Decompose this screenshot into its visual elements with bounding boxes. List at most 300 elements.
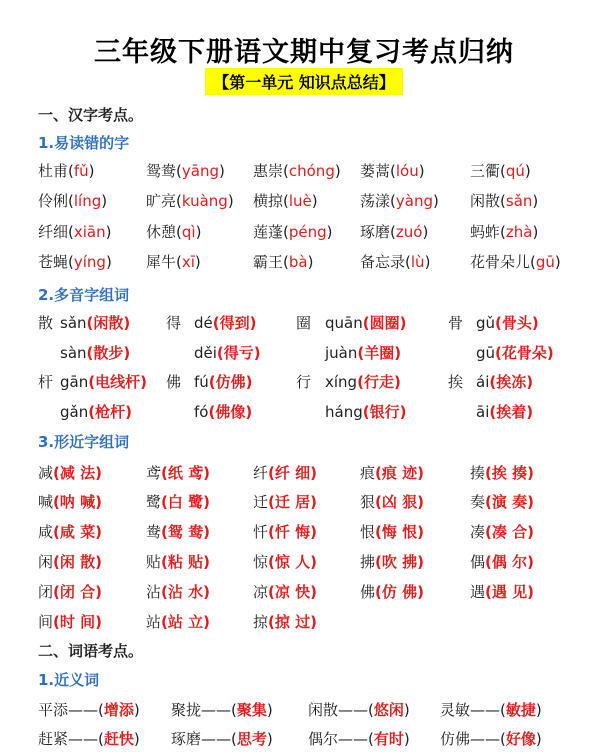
paren-close: ) bbox=[310, 583, 317, 601]
character: 站 bbox=[146, 613, 162, 631]
similar-item bbox=[253, 462, 317, 483]
paren-open: ( bbox=[161, 583, 168, 601]
similar-item bbox=[470, 551, 534, 572]
easy-item bbox=[38, 190, 107, 211]
polyphonic-item bbox=[194, 342, 261, 363]
word: 鸳 鸯 bbox=[167, 523, 204, 541]
word: 散步 bbox=[93, 344, 124, 362]
paren-open: ( bbox=[283, 253, 289, 271]
pinyin: quān bbox=[325, 314, 363, 332]
paren-close: ) bbox=[253, 344, 261, 362]
paren-close: ) bbox=[532, 223, 539, 241]
paren-open: ( bbox=[268, 583, 275, 601]
paren-open: ( bbox=[86, 314, 94, 332]
synonym: 好像 bbox=[505, 730, 536, 748]
word: 羊圈 bbox=[364, 344, 395, 362]
paren-open: ( bbox=[268, 553, 275, 571]
paren-open: ( bbox=[357, 344, 365, 362]
polyphonic-char: 骨 bbox=[448, 314, 464, 332]
polyphonic-item bbox=[60, 401, 132, 422]
character: 鹭 bbox=[146, 493, 162, 511]
word: 仿佛 bbox=[440, 730, 471, 748]
word: 横掠 bbox=[253, 192, 284, 210]
word: 减 法 bbox=[59, 464, 96, 482]
word: 粘 贴 bbox=[167, 553, 204, 571]
paren-close: ) bbox=[424, 253, 431, 271]
word: 得到 bbox=[219, 314, 250, 332]
synonym-pair bbox=[308, 699, 410, 720]
paren-open: ( bbox=[231, 730, 237, 748]
paren-open: ( bbox=[68, 223, 74, 241]
character: 拂 bbox=[360, 553, 376, 571]
character: 纤 bbox=[253, 464, 269, 482]
character: 佛 bbox=[360, 583, 376, 601]
paren-close: ) bbox=[393, 373, 401, 391]
word: 纤 细 bbox=[274, 464, 311, 482]
paren-close: ) bbox=[310, 553, 317, 571]
paren-open: ( bbox=[161, 493, 168, 511]
paren-close: ) bbox=[417, 523, 424, 541]
pinyin: gū bbox=[476, 344, 496, 362]
paren-open: ( bbox=[368, 701, 374, 719]
word: 闲散 bbox=[308, 701, 339, 719]
paren-close: ) bbox=[310, 613, 317, 631]
subheading-similar-characters: 3.形近字组词 bbox=[38, 433, 130, 451]
word: 悔 恨 bbox=[381, 523, 418, 541]
dash: —— bbox=[201, 730, 232, 748]
paren-open: ( bbox=[161, 464, 168, 482]
paren-close: ) bbox=[123, 344, 131, 362]
paren-close: ) bbox=[227, 192, 234, 210]
subheading-easy-misread: 1.易读错的字 bbox=[38, 134, 130, 152]
similar-item bbox=[360, 521, 424, 542]
word: 闲散 bbox=[93, 314, 124, 332]
word: 仿佛 bbox=[215, 373, 246, 391]
paren-close: ) bbox=[527, 523, 534, 541]
paren-open: ( bbox=[362, 314, 370, 332]
paren-close: ) bbox=[554, 253, 561, 271]
pinyin: sǎn bbox=[60, 314, 87, 332]
word: 备忘录 bbox=[360, 253, 406, 271]
polyphonic-item bbox=[476, 342, 554, 363]
pinyin: sàn bbox=[60, 344, 87, 362]
synonym: 敏捷 bbox=[505, 701, 536, 719]
paren-close: ) bbox=[125, 403, 132, 421]
pinyin: děi bbox=[194, 344, 217, 362]
word: 琢磨 bbox=[171, 730, 202, 748]
character: 奏 bbox=[470, 493, 486, 511]
word: 圆圈 bbox=[369, 314, 400, 332]
paren-open: ( bbox=[405, 253, 411, 271]
polyphonic-item bbox=[60, 312, 130, 333]
synonym: 悠闲 bbox=[373, 701, 404, 719]
similar-item bbox=[470, 462, 534, 483]
paren-close: ) bbox=[194, 253, 201, 271]
pinyin: kuàng bbox=[181, 192, 228, 210]
paren-close: ) bbox=[532, 192, 539, 210]
paren-close: ) bbox=[95, 464, 102, 482]
word: 灵敏 bbox=[440, 701, 471, 719]
paren-open: ( bbox=[530, 253, 536, 271]
paren-open: ( bbox=[375, 553, 382, 571]
similar-item bbox=[253, 581, 317, 602]
polyphonic-char: 杆 bbox=[38, 373, 54, 391]
paren-open: ( bbox=[268, 464, 275, 482]
synonym: 增添 bbox=[103, 701, 134, 719]
paren-close: ) bbox=[399, 314, 407, 332]
word: 站 立 bbox=[167, 613, 204, 631]
pinyin: xíng bbox=[325, 373, 358, 391]
paren-open: ( bbox=[68, 162, 74, 180]
similar-item bbox=[146, 491, 210, 512]
paren-open: ( bbox=[176, 223, 182, 241]
polyphonic-item bbox=[476, 312, 539, 333]
similar-item bbox=[253, 611, 317, 632]
synonym-pair bbox=[171, 699, 273, 720]
polyphonic-item bbox=[194, 371, 253, 392]
word: 骨头 bbox=[501, 314, 532, 332]
paren-close: ) bbox=[123, 314, 131, 332]
paren-close: ) bbox=[203, 553, 210, 571]
word: 电线杆 bbox=[95, 373, 141, 391]
pinyin: dé bbox=[194, 314, 213, 332]
word: 时 间 bbox=[59, 613, 96, 631]
easy-item bbox=[146, 221, 201, 242]
pinyin: bà bbox=[288, 253, 308, 271]
pinyin: gū bbox=[535, 253, 555, 271]
paren-open: ( bbox=[362, 403, 370, 421]
character: 偶 bbox=[470, 553, 486, 571]
paren-open: ( bbox=[357, 373, 364, 391]
paren-close: ) bbox=[417, 583, 424, 601]
pinyin: gǔ bbox=[476, 314, 496, 332]
character: 遇 bbox=[470, 583, 486, 601]
paren-open: ( bbox=[495, 314, 502, 332]
word: 霸王 bbox=[253, 253, 284, 271]
word: 咸 菜 bbox=[59, 523, 96, 541]
paren-close: ) bbox=[218, 162, 225, 180]
paren-close: ) bbox=[101, 192, 108, 210]
paren-open: ( bbox=[161, 523, 168, 541]
polyphonic-item bbox=[194, 312, 256, 333]
pinyin: ái bbox=[476, 373, 490, 391]
dash: —— bbox=[470, 701, 501, 719]
word: 杜甫 bbox=[38, 162, 69, 180]
word: 得亏 bbox=[223, 344, 254, 362]
pinyin: fó bbox=[194, 403, 209, 421]
paren-close: ) bbox=[526, 373, 534, 391]
easy-item bbox=[146, 190, 234, 211]
paren-open: ( bbox=[283, 192, 289, 210]
character: 狠 bbox=[360, 493, 376, 511]
paren-close: ) bbox=[527, 583, 534, 601]
easy-item bbox=[360, 221, 428, 242]
paren-close: ) bbox=[203, 613, 210, 631]
paren-open: ( bbox=[68, 253, 74, 271]
word: 挨着 bbox=[496, 403, 527, 421]
pinyin: lóu bbox=[395, 162, 419, 180]
pinyin: yāng bbox=[181, 162, 219, 180]
word: 蚂蚱 bbox=[470, 223, 501, 241]
pinyin: āi bbox=[476, 403, 490, 421]
paren-close: ) bbox=[133, 730, 140, 748]
paren-open: ( bbox=[495, 344, 502, 362]
easy-item bbox=[253, 160, 341, 181]
paren-close: ) bbox=[535, 730, 542, 748]
paren-close: ) bbox=[95, 493, 102, 511]
word: 遇 见 bbox=[491, 583, 528, 601]
paren-open: ( bbox=[368, 730, 374, 748]
word: 凉 快 bbox=[274, 583, 311, 601]
paren-open: ( bbox=[53, 493, 60, 511]
similar-item bbox=[360, 581, 424, 602]
paren-open: ( bbox=[375, 523, 382, 541]
paren-open: ( bbox=[176, 162, 182, 180]
paren-close: ) bbox=[417, 493, 424, 511]
paren-open: ( bbox=[485, 464, 492, 482]
character: 痕 bbox=[360, 464, 376, 482]
word: 掠 过 bbox=[274, 613, 311, 631]
paren-close: ) bbox=[418, 162, 425, 180]
paren-close: ) bbox=[417, 553, 424, 571]
word: 琢磨 bbox=[360, 223, 391, 241]
paren-close: ) bbox=[417, 464, 424, 482]
synonym-pair bbox=[38, 699, 140, 720]
paren-open: ( bbox=[485, 523, 492, 541]
paren-close: ) bbox=[422, 223, 429, 241]
paren-close: ) bbox=[203, 583, 210, 601]
easy-item bbox=[38, 251, 112, 272]
easy-item bbox=[253, 190, 318, 211]
paren-open: ( bbox=[208, 373, 216, 391]
polyphonic-char: 圈 bbox=[296, 314, 312, 332]
character: 鸯 bbox=[146, 523, 162, 541]
paren-close: ) bbox=[133, 701, 140, 719]
paren-close: ) bbox=[403, 730, 410, 748]
character: 迁 bbox=[253, 493, 269, 511]
similar-item bbox=[470, 521, 534, 542]
word: 纸 鸢 bbox=[167, 464, 204, 482]
polyphonic-char: 挨 bbox=[448, 373, 464, 391]
paren-open: ( bbox=[161, 553, 168, 571]
word: 闲 散 bbox=[59, 553, 96, 571]
similar-item bbox=[146, 521, 210, 542]
paren-open: ( bbox=[176, 192, 182, 210]
word: 犀牛 bbox=[146, 253, 177, 271]
similar-item bbox=[360, 551, 424, 572]
paren-close: ) bbox=[95, 553, 102, 571]
character: 恨 bbox=[360, 523, 376, 541]
pinyin: gān bbox=[60, 373, 89, 391]
easy-item bbox=[470, 221, 538, 242]
word: 凶 狠 bbox=[381, 493, 418, 511]
easy-item bbox=[360, 251, 430, 272]
paren-close: ) bbox=[95, 583, 102, 601]
paren-close: ) bbox=[105, 253, 112, 271]
easy-item bbox=[38, 160, 95, 181]
paren-close: ) bbox=[527, 553, 534, 571]
dash: —— bbox=[201, 701, 232, 719]
word: 鸳鸯 bbox=[146, 162, 177, 180]
pinyin: xī bbox=[181, 253, 195, 271]
paren-open: ( bbox=[88, 373, 96, 391]
similar-item bbox=[38, 551, 102, 572]
pinyin: xiān bbox=[73, 223, 106, 241]
pinyin: qú bbox=[505, 162, 525, 180]
dash: —— bbox=[68, 730, 99, 748]
word: 苍蝇 bbox=[38, 253, 69, 271]
polyphonic-item bbox=[325, 371, 401, 392]
paren-open: ( bbox=[485, 493, 492, 511]
word: 行走 bbox=[363, 373, 394, 391]
pinyin: lù bbox=[410, 253, 425, 271]
similar-item bbox=[38, 462, 102, 483]
paren-open: ( bbox=[98, 730, 104, 748]
easy-item bbox=[360, 160, 425, 181]
paren-open: ( bbox=[212, 314, 220, 332]
pinyin: zhà bbox=[505, 223, 533, 241]
word: 闲散 bbox=[470, 192, 501, 210]
paren-open: ( bbox=[208, 403, 216, 421]
paren-open: ( bbox=[53, 613, 60, 631]
word: 痕 迹 bbox=[381, 464, 418, 482]
paren-open: ( bbox=[390, 223, 396, 241]
subheading-synonyms: 1.近义词 bbox=[38, 671, 100, 689]
paren-open: ( bbox=[375, 464, 382, 482]
paren-close: ) bbox=[310, 464, 317, 482]
paren-open: ( bbox=[88, 403, 96, 421]
pinyin: fǔ bbox=[73, 162, 89, 180]
polyphonic-char: 散 bbox=[38, 314, 54, 332]
paren-close: ) bbox=[203, 523, 210, 541]
character: 闭 bbox=[38, 583, 54, 601]
easy-item bbox=[146, 251, 201, 272]
dash: —— bbox=[470, 730, 501, 748]
paren-close: ) bbox=[307, 253, 314, 271]
word: 聚拢 bbox=[171, 701, 202, 719]
paren-close: ) bbox=[266, 701, 273, 719]
section-heading-words: 二、词语考点。 bbox=[38, 642, 144, 660]
word: 迁 居 bbox=[274, 493, 311, 511]
similar-item bbox=[38, 611, 102, 632]
word: 吹 拂 bbox=[381, 553, 418, 571]
synonym-pair bbox=[308, 728, 410, 749]
paren-close: ) bbox=[105, 223, 112, 241]
similar-item bbox=[38, 581, 102, 602]
character: 减 bbox=[38, 464, 54, 482]
easy-item bbox=[146, 160, 225, 181]
paren-open: ( bbox=[500, 162, 506, 180]
synonym: 有时 bbox=[373, 730, 404, 748]
paren-open: ( bbox=[231, 701, 237, 719]
paren-close: ) bbox=[526, 403, 534, 421]
word: 沾 水 bbox=[167, 583, 204, 601]
similar-item bbox=[38, 491, 102, 512]
word: 呐 喊 bbox=[59, 493, 96, 511]
paren-close: ) bbox=[310, 493, 317, 511]
word: 银行 bbox=[369, 403, 400, 421]
paren-close: ) bbox=[326, 223, 333, 241]
character: 闲 bbox=[38, 553, 54, 571]
word: 花骨朵儿 bbox=[470, 253, 531, 271]
word: 荡漾 bbox=[360, 192, 391, 210]
paren-close: ) bbox=[527, 464, 534, 482]
paren-close: ) bbox=[394, 344, 402, 362]
word: 花骨朵 bbox=[501, 344, 547, 362]
section-heading-characters: 一、汉字考点。 bbox=[38, 106, 144, 124]
word: 凑 合 bbox=[491, 523, 528, 541]
paren-open: ( bbox=[268, 523, 275, 541]
paren-open: ( bbox=[268, 493, 275, 511]
synonym: 赶快 bbox=[103, 730, 134, 748]
word: 惠崇 bbox=[253, 162, 284, 180]
subheading-polyphonic: 2.多音字组词 bbox=[38, 286, 130, 304]
synonym-pair bbox=[38, 728, 140, 749]
paren-close: ) bbox=[203, 464, 210, 482]
polyphonic-char: 得 bbox=[166, 314, 182, 332]
similar-item bbox=[146, 551, 210, 572]
paren-open: ( bbox=[500, 701, 506, 719]
pinyin: qì bbox=[181, 223, 196, 241]
word: 旷亮 bbox=[146, 192, 177, 210]
pinyin: chóng bbox=[288, 162, 335, 180]
paren-open: ( bbox=[375, 493, 382, 511]
word: 偶 尔 bbox=[491, 553, 528, 571]
paren-open: ( bbox=[53, 553, 60, 571]
paren-open: ( bbox=[176, 253, 182, 271]
pinyin: fú bbox=[194, 373, 209, 391]
easy-item bbox=[253, 221, 333, 242]
paren-open: ( bbox=[53, 583, 60, 601]
word: 赶紧 bbox=[38, 730, 69, 748]
polyphonic-item bbox=[60, 371, 147, 392]
word: 三衢 bbox=[470, 162, 501, 180]
pinyin: sǎn bbox=[505, 192, 533, 210]
character: 凉 bbox=[253, 583, 269, 601]
character: 鸢 bbox=[146, 464, 162, 482]
similar-item bbox=[146, 581, 210, 602]
character: 沾 bbox=[146, 583, 162, 601]
character: 咸 bbox=[38, 523, 54, 541]
paren-close: ) bbox=[334, 162, 341, 180]
paren-close: ) bbox=[95, 613, 102, 631]
character: 凑 bbox=[470, 523, 486, 541]
paren-open: ( bbox=[268, 613, 275, 631]
similar-item bbox=[360, 462, 424, 483]
pinyin: péng bbox=[288, 223, 327, 241]
paren-open: ( bbox=[53, 464, 60, 482]
paren-close: ) bbox=[531, 314, 539, 332]
word: 莲蓬 bbox=[253, 223, 284, 241]
word: 蒌蒿 bbox=[360, 162, 391, 180]
paren-close: ) bbox=[432, 192, 439, 210]
character: 贴 bbox=[146, 553, 162, 571]
paren-close: ) bbox=[95, 523, 102, 541]
synonym-pair bbox=[171, 728, 273, 749]
paren-close: ) bbox=[546, 344, 554, 362]
character: 忏 bbox=[253, 523, 269, 541]
similar-item bbox=[146, 462, 210, 483]
paren-close: ) bbox=[245, 403, 253, 421]
pinyin: yàng bbox=[395, 192, 433, 210]
paren-close: ) bbox=[266, 730, 273, 748]
easy-item bbox=[38, 221, 111, 242]
paren-open: ( bbox=[500, 730, 506, 748]
polyphonic-char: 佛 bbox=[166, 373, 182, 391]
pinyin: zuó bbox=[395, 223, 423, 241]
synonym-pair bbox=[440, 728, 542, 749]
word: 白 鹭 bbox=[167, 493, 204, 511]
